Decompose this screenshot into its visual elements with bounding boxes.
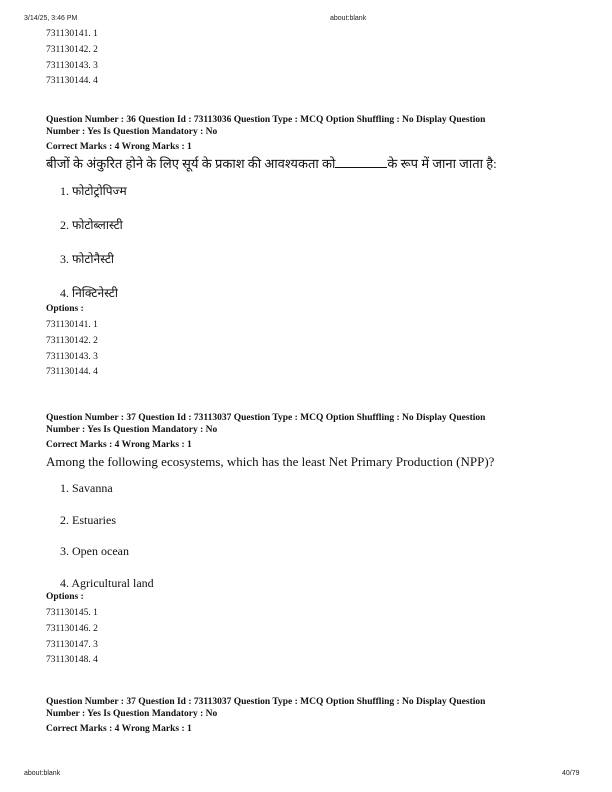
answer-choices: [60, 180, 566, 316]
question-meta: [46, 412, 566, 451]
question-meta-line: Number : Yes Is Question Mandatory : No: [46, 127, 218, 137]
option-id-line: 731130142. 2: [46, 335, 98, 346]
answer-choice: 1. Savanna: [60, 481, 113, 495]
print-datetime: 3/14/25, 3:46 PM: [24, 15, 78, 22]
answer-choice: 3. Open ocean: [60, 544, 129, 558]
page-number: 40/79: [562, 770, 580, 777]
question-meta: [46, 114, 566, 153]
question-text-part: बीजों के अंकुरित होने के लिए सूर्य के प्रकाश की आवश्यकता को: [46, 156, 336, 171]
option-id-line: 731130141. 1: [46, 320, 98, 330]
fill-in-blank: [335, 155, 387, 168]
answer-choice: 2. Estuaries: [60, 512, 116, 527]
option-ids: [46, 606, 566, 669]
question-block-36: [46, 114, 566, 381]
option-id-line: 731130142. 2: [46, 44, 98, 55]
question-marks: Correct Marks : 4 Wrong Marks : 1: [46, 142, 192, 152]
answer-choice: 3. फोटोनैस्टी: [60, 252, 115, 266]
option-id-line: 731130145. 1: [46, 608, 98, 618]
question-meta-line: Question Number : 37 Question Id : 73113037 Question Type : MCQ Option Shuffling : No Display Question: [46, 697, 486, 707]
answer-choices: [60, 478, 566, 604]
option-id-line: 731130144. 4: [46, 367, 98, 378]
option-id-line: 731130147. 3: [46, 639, 98, 650]
question-block-37-repeat: [46, 696, 566, 735]
question-marks: Correct Marks : 4 Wrong Marks : 1: [46, 440, 192, 450]
options-label: Options :: [46, 592, 84, 602]
option-id-line: 731130144. 4: [46, 76, 98, 87]
answer-choice: 1. फोटोट्रोपिज्म: [60, 184, 127, 198]
question-marks: Correct Marks : 4 Wrong Marks : 1: [46, 724, 192, 734]
answer-choice: 4. निक्टिनेस्टी: [60, 286, 118, 300]
option-id-line: 731130143. 3: [46, 60, 98, 71]
question-meta-line: Number : Yes Is Question Mandatory : No: [46, 709, 218, 719]
question-block-37: [46, 412, 566, 669]
option-id-line: 731130141. 1: [46, 29, 98, 39]
question-meta-line: Question Number : 36 Question Id : 73113036 Question Type : MCQ Option Shuffling : No Display Question: [46, 115, 486, 125]
options-label: Options :: [46, 304, 84, 314]
question-text-part: के रूप में जाना जाता है:: [387, 156, 497, 171]
question-text: [46, 155, 566, 172]
print-page-title: about:blank: [330, 15, 367, 22]
option-id-line: 731130148. 4: [46, 655, 98, 666]
question-text: Among the following ecosystems, which has the least Net Primary Production (NPP)?: [46, 454, 495, 469]
option-ids: [46, 318, 566, 381]
question-meta-line: Number : Yes Is Question Mandatory : No: [46, 425, 218, 435]
answer-choice: 2. फोटोब्लास्टी: [60, 218, 123, 232]
option-id-line: 731130143. 3: [46, 351, 98, 362]
answer-choice: 4. Agricultural land: [60, 575, 154, 590]
print-footer-url: about:blank: [24, 770, 61, 777]
question-meta-line: Question Number : 37 Question Id : 73113037 Question Type : MCQ Option Shuffling : No Display Question: [46, 413, 486, 423]
option-id-line: 731130146. 2: [46, 623, 98, 634]
question-meta: [46, 696, 566, 735]
previous-question-options: [46, 27, 98, 90]
